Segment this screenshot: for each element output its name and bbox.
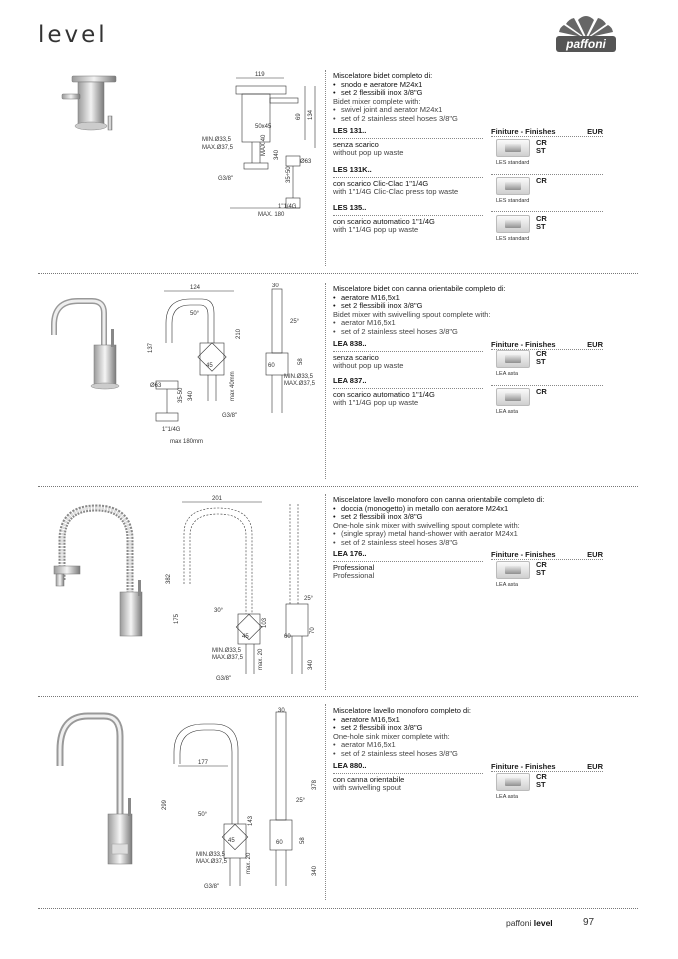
dim-label: 50x45 <box>255 124 272 130</box>
dim-label: max 180mm <box>170 439 204 445</box>
finish-label: LES standard <box>496 160 530 166</box>
dim-label: 1"1/4G <box>278 204 297 210</box>
dim-label: max 40mm <box>230 371 236 401</box>
finish-label: LES standard <box>496 236 530 242</box>
variant-code: LES 131K.. <box>333 165 372 174</box>
dim-label: 177 <box>198 760 209 766</box>
variant-row <box>333 340 603 371</box>
dim-label: 25° <box>290 319 300 325</box>
dim-label: 50° <box>190 311 200 317</box>
section-divider <box>38 486 638 487</box>
dim-label: 45 <box>206 363 213 369</box>
dim-label: 299 <box>162 799 168 810</box>
column-rule <box>325 704 326 900</box>
dim-label: MAX.Ø37,5 <box>202 145 234 151</box>
dim-label: Ø63 <box>150 383 162 389</box>
dim-label: 378 <box>312 779 318 790</box>
finish-swatch <box>496 773 530 791</box>
dim-label: MAX.Ø37,5 <box>212 655 244 661</box>
dim-label: 30 <box>278 708 285 714</box>
bullet-en: • set of 2 stainless steel hoses 3/8"G <box>333 539 613 548</box>
finish-swatch <box>496 139 530 157</box>
product-photo-bidet-mixer <box>60 70 130 140</box>
finish-codes: CR ST <box>536 349 547 366</box>
variant-it: con scarico Clic-Clac 1"1/4G <box>333 178 429 188</box>
finish-label: LEA asta <box>496 371 519 377</box>
dim-label: Ø63 <box>300 159 312 165</box>
section-divider <box>38 908 638 909</box>
dim-label: G3/8" <box>204 884 220 890</box>
dim-label: 30° <box>214 608 224 614</box>
variant-it: Professional <box>333 562 375 572</box>
description-it: Miscelatore lavello monoforo con canna orientabile completo di: <box>333 495 545 504</box>
variant-row <box>333 166 603 197</box>
dim-label: MAX.Ø37,5 <box>196 859 228 865</box>
variant-row <box>333 762 603 793</box>
finish-swatch <box>496 215 530 233</box>
dim-label: 1"1/4G <box>162 427 181 433</box>
variant-row <box>333 377 603 408</box>
dim-label: 340 <box>308 659 314 670</box>
product-photo-professional-sink-mixer <box>40 500 150 650</box>
dim-label: 30 <box>272 283 279 289</box>
footer-brand <box>506 918 553 928</box>
variant-code: LEA 838.. <box>333 339 367 348</box>
bullet-en: • aerator M16,5x1 <box>333 319 613 328</box>
finish-label: LES standard <box>496 198 530 204</box>
dim-label: 124 <box>190 285 201 291</box>
dim-label: MAX.Ø37,5 <box>284 381 316 387</box>
dim-label: MAX.40 <box>261 134 267 156</box>
dim-label: 119 <box>255 72 265 78</box>
finish-swatch <box>496 177 530 195</box>
finishes-title: Finiture - Finishes <box>491 127 556 136</box>
bullet-en: • (single spray) metal hand-shower with aerator M24x1 <box>333 530 613 539</box>
collection-title: level <box>38 22 108 48</box>
dim-label: 60 <box>268 363 275 369</box>
dim-label: MAX. 180 <box>258 212 285 218</box>
section-divider <box>38 696 638 697</box>
variant-en: with 1"1/4G pop up waste <box>333 225 419 235</box>
technical-drawing-section-1 <box>200 68 325 223</box>
bullet-it: • snodo e aeratore M24x1 <box>333 81 613 90</box>
dim-label: 35-50 <box>178 387 184 403</box>
description-it: Miscelatore bidet con canna orientabile completo di: <box>333 284 506 293</box>
dim-label: 143 <box>248 815 254 826</box>
dim-label: 340 <box>274 149 280 160</box>
bullet-it: • aeratore M16,5x1 <box>333 716 613 725</box>
variant-it: senza scarico <box>333 352 379 362</box>
description-en: One-hole sink mixer with swivelling spout complete with: <box>333 520 520 530</box>
footer-brand-name: paffoni <box>506 918 532 928</box>
dim-label: G3/8" <box>222 413 238 419</box>
finish-swatch <box>496 388 530 406</box>
bullet-en: • swivel joint and aerator M24x1 <box>333 106 613 115</box>
dim-label: 69 <box>296 113 302 120</box>
variant-it: con scarico automatico 1"1/4G <box>333 216 435 226</box>
dim-label: 201 <box>212 496 223 502</box>
finishes-title: Finiture - Finishes <box>491 550 556 559</box>
finish-label: LEA asta <box>496 582 519 588</box>
technical-drawing-section-2 <box>142 283 322 448</box>
dim-label: MIN.Ø33,5 <box>202 137 232 143</box>
column-rule <box>325 70 326 266</box>
description-it: Miscelatore lavello monoforo completo di: <box>333 706 471 715</box>
product-photo-bidet-swivel-mixer <box>48 295 128 395</box>
dim-label: 45 <box>228 838 235 844</box>
currency-label: EUR <box>587 762 603 771</box>
variant-en: without pop up waste <box>333 361 404 371</box>
logo-fan-icon <box>556 14 616 38</box>
variant-code: LEA 837.. <box>333 376 367 385</box>
variant-row <box>333 204 603 235</box>
dim-label: 60 <box>284 634 291 640</box>
dim-label: 175 <box>174 613 180 624</box>
column-rule <box>325 494 326 690</box>
dim-label: 210 <box>236 328 242 339</box>
finish-label: LEA asta <box>496 409 519 415</box>
bullet-en: • set of 2 stainless steel hoses 3/8"G <box>333 750 613 759</box>
description-it: Miscelatore bidet completo di: <box>333 71 433 80</box>
description-en: Bidet mixer complete with: <box>333 96 421 106</box>
variant-row <box>333 550 603 581</box>
column-rule <box>325 283 326 479</box>
variant-en: without pop up waste <box>333 148 404 158</box>
variant-code: LES 135.. <box>333 203 367 212</box>
finish-codes: CR ST <box>536 138 547 155</box>
variant-code: LES 131.. <box>333 126 367 135</box>
technical-drawing-section-4 <box>158 704 323 896</box>
finish-swatch <box>496 561 530 579</box>
bullet-it: • aeratore M16,5x1 <box>333 294 613 303</box>
dim-label: max. 20 <box>258 648 264 670</box>
description-en: Bidet mixer with swivelling spout complete with: <box>333 309 491 319</box>
dim-label: 35÷50 <box>286 166 292 183</box>
variant-en: with swivelling spout <box>333 783 401 793</box>
dim-label: 60 <box>276 840 283 846</box>
variant-code: LEA 880.. <box>333 761 367 770</box>
dim-label: 103 <box>262 617 268 628</box>
bullet-en: • set of 2 stainless steel hoses 3/8"G <box>333 328 613 337</box>
page-number: 97 <box>583 917 595 928</box>
variant-code: LEA 176.. <box>333 549 367 558</box>
section-divider <box>38 273 638 274</box>
dim-label: max. 20 <box>246 852 252 874</box>
technical-drawing-section-3 <box>162 494 322 684</box>
bullet-it: • set 2 flessibili inox 3/8"G <box>333 89 613 98</box>
finish-codes: CR ST <box>536 560 547 577</box>
dim-label: 134 <box>308 109 314 120</box>
logo-wordmark: paffoni <box>556 36 616 52</box>
footer-collection: level <box>533 918 553 928</box>
variant-en: with 1"1/4G pop up waste <box>333 398 419 408</box>
dim-label: 25° <box>304 596 314 602</box>
dim-label: 70 <box>310 627 316 634</box>
finishes-title: Finiture - Finishes <box>491 762 556 771</box>
description-en: One-hole sink mixer complete with: <box>333 731 450 741</box>
bullet-it: • set 2 flessibili inox 3/8"G <box>333 302 613 311</box>
variant-row <box>333 127 603 158</box>
dim-label: 45 <box>242 634 249 640</box>
finish-codes: CR <box>536 387 547 396</box>
bullet-it: • set 2 flessibili inox 3/8"G <box>333 724 613 733</box>
variant-it: con scarico automatico 1"1/4G <box>333 389 435 399</box>
dim-label: 25° <box>296 798 306 804</box>
dim-label: 340 <box>312 865 318 876</box>
bullet-en: • set of 2 stainless steel hoses 3/8"G <box>333 115 613 124</box>
dim-label: 50° <box>198 812 208 818</box>
currency-label: EUR <box>587 340 603 349</box>
dim-label: 58 <box>300 837 306 844</box>
finish-codes: CR <box>536 176 547 185</box>
dim-label: 58 <box>298 358 304 365</box>
dim-label: 340 <box>188 390 194 401</box>
product-photo-sink-mixer <box>52 710 142 870</box>
finish-swatch <box>496 350 530 368</box>
product-description <box>333 496 613 548</box>
bullet-it: • set 2 flessibili inox 3/8"G <box>333 513 613 522</box>
variant-en: Professional <box>333 571 375 581</box>
variant-it: con canna orientabile <box>333 774 405 784</box>
product-description <box>333 707 613 759</box>
variant-en: with 1"1/4G Clic-Clac press top waste <box>333 187 459 197</box>
dim-label: MIN.Ø33,5 <box>196 852 226 858</box>
currency-label: EUR <box>587 127 603 136</box>
variant-it: senza scarico <box>333 139 379 149</box>
dim-label: G3/8" <box>218 176 234 182</box>
dim-label: MIN.Ø33,5 <box>284 374 314 380</box>
product-description <box>333 72 613 124</box>
finishes-title: Finiture - Finishes <box>491 340 556 349</box>
finish-codes: CR ST <box>536 772 547 789</box>
finish-label: LEA asta <box>496 794 519 800</box>
product-description <box>333 285 613 337</box>
finish-codes: CR ST <box>536 214 547 231</box>
dim-label: 382 <box>166 573 172 584</box>
bullet-it: • doccia (monogetto) in metallo con aeratore M24x1 <box>333 505 613 514</box>
dim-label: G3/8" <box>216 676 232 682</box>
currency-label: EUR <box>587 550 603 559</box>
paffoni-logo <box>556 14 648 56</box>
dim-label: 137 <box>148 342 154 353</box>
dim-label: MIN.Ø33,5 <box>212 648 242 654</box>
bullet-en: • aerator M16,5x1 <box>333 741 613 750</box>
